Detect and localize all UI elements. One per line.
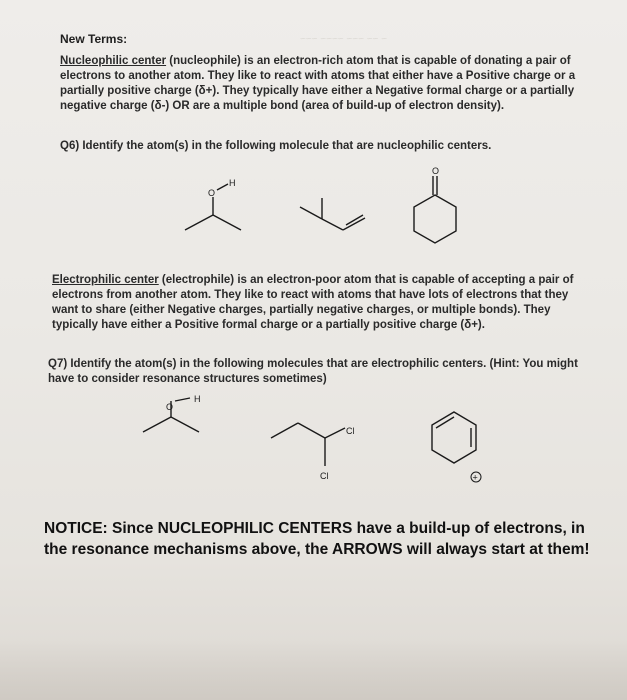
q6-alcohol [185, 178, 241, 230]
q7-alcohol [143, 394, 201, 432]
q6-alkene [300, 198, 365, 230]
q6-cyclohexanone [414, 166, 456, 243]
q7-positive-charge: + [472, 472, 478, 483]
q6-alcohol-hydrogen: H [229, 178, 236, 188]
q7-dichloropropane [271, 423, 355, 481]
q7-chlorine-2: Cl [320, 471, 329, 481]
notice-text: NOTICE: Since NUCLEOPHILIC CENTERS have a build-up of electrons, in the resonance mechanisms above, the ARROWS will always start at them! [44, 520, 590, 558]
page-heading: New Terms: [60, 32, 128, 46]
question-6: Q6) Identify the atom(s) in the following molecule that are nucleophilic centers. [60, 140, 492, 152]
bleed-through-text: ~ ~~ ~~~ ~~~~ ~~~ [300, 34, 388, 45]
nucleophile-term: Nucleophilic center [60, 55, 167, 67]
question-7: Q7) Identify the atom(s) in the following molecules that are electrophilic centers. (Hint: You might have to consider resonance structures sometimes) [48, 358, 578, 385]
q7-cyclohexadienyl-cation [432, 412, 481, 483]
electrophile-definition-text: (electrophile) is an electron-poor atom that is capable of accepting a pair of electrons from another atom. They like to react with atoms that have lots of electrons that they want to share (either Negative charges, partially negative charges, or multiple bonds). They typically have either a Positive formal charge or a partially positive charge (δ+). [52, 274, 574, 331]
q6-alcohol-oxygen: O [208, 188, 216, 198]
q6-ketone-oxygen: O [432, 166, 440, 176]
q7-chlorine-1: Cl [346, 426, 355, 436]
q7-alcohol-oxygen: O [166, 402, 174, 412]
electrophile-definition [52, 273, 592, 333]
q7-alcohol-hydrogen: H [194, 394, 201, 404]
electrophile-term: Electrophilic center [52, 274, 159, 286]
nucleophile-definition-text: (nucleophile) is an electron-rich atom that is capable of donating a pair of electrons to another atom. They like to react with atoms that either have a Positive charge or a partially positive charge (δ+). They typically have either a Negative formal charge or a partially negative charge (δ-) OR are a multiple bond (area of build-up of electron density). [60, 55, 576, 112]
